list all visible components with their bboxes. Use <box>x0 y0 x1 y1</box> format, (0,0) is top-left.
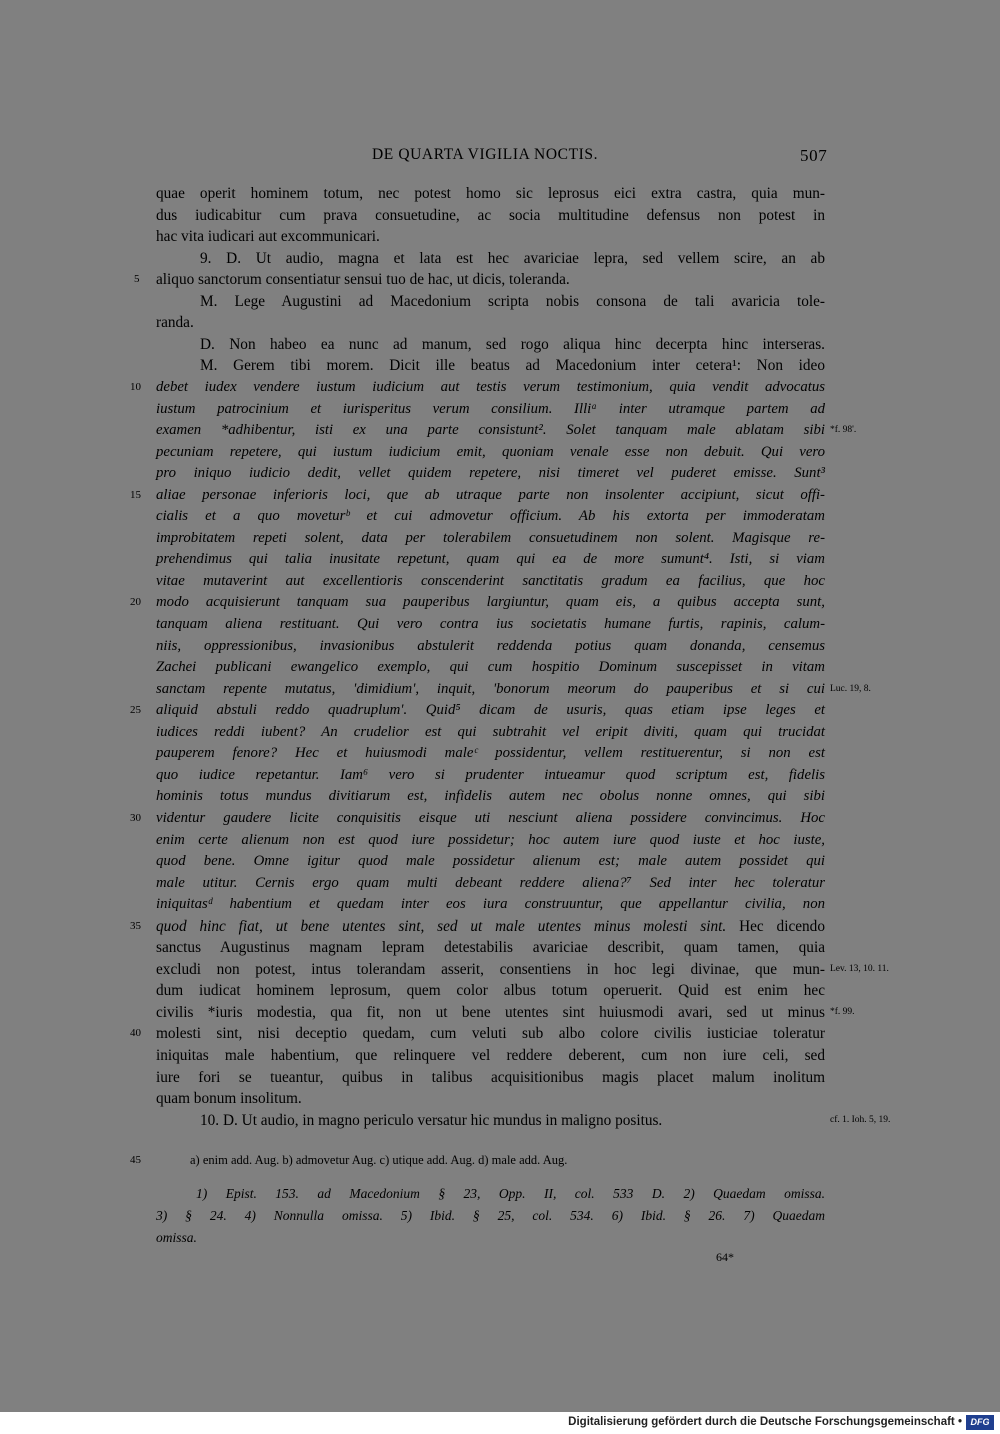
text-line: iure fori se tueantur, quibus in talibus acquisitionibus magis placet malum inolitum <box>156 1068 825 1086</box>
line-number: 35 <box>130 919 141 932</box>
line-number: 25 <box>130 704 141 717</box>
text-line: aliae personae inferioris loci, que ab utraque parte non insolenter accipiunt, sicut offi- <box>156 486 825 503</box>
text-line: D. Non habeo ea nunc ad manum, sed rogo aliqua hinc decerpta hinc interseras. <box>200 335 825 353</box>
margin-note: Luc. 19, 8. <box>830 683 871 694</box>
text-line: iniquitas male habentium, que relinquere vel reddere deberent, cum non iure celi, sed <box>156 1047 825 1064</box>
text-line: quo iudice repetantur. Iam⁶ vero si prudenter intueamur quod scriptum est, fidelis <box>156 766 825 783</box>
text-line: debet iudex vendere iustum iudicium aut testis verum testimonium, quia vendit advocatus <box>156 378 825 395</box>
text-line: iustum patrocinium et iurisperitus verum consilium. Illiᵃ inter utramque partem ad <box>156 400 825 417</box>
text-line: hominis totus mundus divitiarum est, infidelis autem nec obolus nonne omnes, qui sibi <box>156 788 825 805</box>
text-line: iudices reddi iubent? An crudelior est qui subtrahit vel eripit diviti, quam qui trucidat <box>156 723 825 740</box>
text-line: aliquo sanctorum consentiatur sensui tuo de hac, ut dicis, toleranda. <box>156 271 570 289</box>
text-line: pro iniquo iudicio dedit, vellet quidem repetere, nisi timeret vel puderet emisse. Sunt³ <box>156 465 825 482</box>
margin-note: Lev. 13, 10. 11. <box>830 963 889 974</box>
text-line: prehendimus qui talia inusitate repetunt, quam qui ea de more sumunt⁴. Isti, si viam <box>156 551 825 568</box>
text-line: cialis et a quo moveturᵇ et cui admovetur officium. Ab his extorta per immoderatam <box>156 508 825 525</box>
dfg-logo[interactable]: DFG <box>966 1415 994 1430</box>
text-line: civilis *iuris modestia, qua fit, non ut bene utentes sint huiusmodi avari, sed ut minus <box>156 1003 825 1021</box>
running-title: DE QUARTA VIGILIA NOCTIS. <box>372 146 599 163</box>
footnote-line: 1) Epist. 153. ad Macedonium § 23, Opp. II, col. 533 D. 2) Quaedam omissa. <box>196 1186 825 1201</box>
line-number: 40 <box>130 1027 141 1040</box>
footnote-line: 3) § 24. 4) Nonnulla omissa. 5) Ibid. § 25, col. 534. 6) Ibid. § 26. 7) Quaedam <box>156 1208 825 1223</box>
text-line: pauperem fenore? Hec et huiusmodi maleᶜ possidentur, vellem restituerentur, si non est <box>156 745 825 762</box>
text-line: dus iudicabitur cum prava consuetudine, ac socia multitudine defensus non potest in <box>156 206 825 224</box>
text-line: vitae mutaverint aut excellentioris conscenderint sanctitatis gradum ea facilius, que hoc <box>156 572 825 589</box>
text-line: sanctus Augustinus magnam lepram detestabilis avariciae describit, quam tamen, quia <box>156 939 825 957</box>
line-number: 15 <box>130 488 141 501</box>
margin-note: *f. 98'. <box>830 425 857 436</box>
signature-mark: 64* <box>716 1250 734 1264</box>
text-line: quae operit hominem totum, nec potest homo sic leprosus eici extra castra, quia mun- <box>156 185 825 202</box>
text-line: aliquid abstuli reddo quadruplum'. Quid⁵ dicam de usuris, quas etiam ipse leges et <box>156 702 825 719</box>
text-line: pecuniam repetere, qui iustum iudicium emit, quoniam venale esse non debuit. Qui vero <box>156 443 825 460</box>
footnote-line: omissa. <box>156 1230 197 1245</box>
text-line: videntur gaudere licite conquisitis eisque uti nesciunt aliena possidere convincimus. Hoc <box>156 809 825 826</box>
line-number: 5 <box>134 273 140 286</box>
line-number: 45 <box>130 1154 141 1166</box>
text-line: examen *adhibentur, isti ex una parte consistunt². Solet tanquam male ablatam sibi <box>156 422 825 439</box>
text-line: M. Lege Augustini ad Macedonium scripta nobis consona de tali avaricia tole- <box>200 292 825 310</box>
text-line: niis, oppressionibus, invasionibus abstulerit reddenda potius quam donanda, censemus <box>156 637 825 654</box>
text-line: dum iudicat hominem leprosum, quem color albus totum operuerit. Quid est enim hec <box>156 982 825 1000</box>
text-line: molesti sint, nisi deceptio quedam, cum veluti sub albo colore civilis iusticiae toleratur <box>156 1025 825 1043</box>
text-line: tanquam aliena restituant. Qui vero contra ius societatis humane furtis, rapinis, calum- <box>156 616 825 632</box>
footer-credit: Digitalisierung gefördert durch die Deutsche Forschungsgemeinschaft • <box>568 1416 962 1428</box>
line-number: 20 <box>130 596 141 609</box>
text-line: sanctam repente mutatus, 'dimidium', inquit, 'bonorum meorum do pauperibus et si cui <box>156 680 825 697</box>
text-line: male utitur. Cernis ergo quam multi debeant reddere aliena?⁷ Sed inter hec toleratur <box>156 874 825 891</box>
text-line: Zachei publicani ewangelico exemplo, qui cum hospitio Dominum suscepisset in vitam <box>156 659 825 676</box>
footer-bar <box>0 1412 1000 1434</box>
text-line: randa. <box>156 314 194 332</box>
apparatus-criticus: a) enim add. Aug. b) admovetur Aug. c) utique add. Aug. d) male add. Aug. <box>190 1153 568 1167</box>
text-line: improbitatem repeti solent, data per tolerabilem consuetudinem non solent. Magisque re- <box>156 529 825 546</box>
margin-note: cf. 1. Ioh. 5, 19. <box>830 1114 891 1125</box>
line-number: 30 <box>130 811 141 824</box>
text-line: M. Gerem tibi morem. Dicit ille beatus ad Macedonium inter cetera¹: Non ideo <box>200 357 825 375</box>
text-line: hac vita iudicari aut excommunicari. <box>156 228 380 246</box>
margin-note: *f. 99. <box>830 1006 855 1017</box>
text-line: 10. D. Ut audio, in magno periculo versatur hic mundus in maligno positus. <box>200 1111 663 1129</box>
line-number: 10 <box>130 380 141 393</box>
text-line: quod bene. Omne igitur quod male possidetur alienum est; male autem possidet qui <box>156 853 825 870</box>
text-line: iniquitasᵈ habentium et quedam inter eos iura construuntur, que appellantur civilia, non <box>156 896 825 913</box>
text-line: 9. D. Ut audio, magna et lata est hec avariciae lepra, sed vellem scire, an ab <box>200 249 825 267</box>
text-line: quam bonum insolitum. <box>156 1090 302 1108</box>
text-line: modo acquisierunt tanquam sua pauperibus largiuntur, quam eis, a quibus accepta sunt, <box>156 594 825 611</box>
text-line: quod hinc fiat, ut bene utentes sint, sed ut male utentes minus molesti sint. Hec dicendo <box>156 917 825 935</box>
page-number: 507 <box>800 146 828 165</box>
text-line: enim certe alienum non est quod iure possidetur; hoc autem iure quod iuste et hoc iuste, <box>156 831 825 848</box>
text-line: excludi non potest, intus tolerandam asserit, consentiens in hoc legi divinae, que mun- <box>156 960 825 978</box>
